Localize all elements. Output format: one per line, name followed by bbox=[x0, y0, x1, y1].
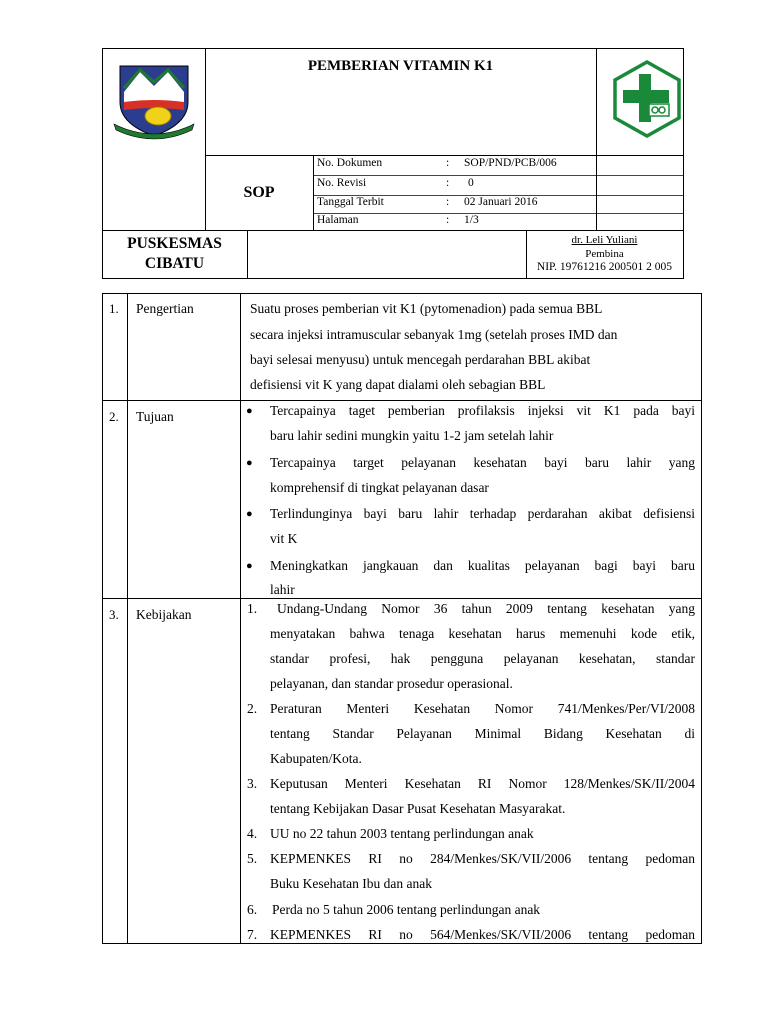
meta-issue-date-sep: : bbox=[446, 196, 450, 208]
meta-page-sep: : bbox=[446, 214, 450, 226]
policy-line: Keputusan Menteri Kesehatan RI Nomor 128/Menkes/SK/II/2004 bbox=[270, 776, 695, 791]
policy-line: Peraturan Menteri Kesehatan Nomor 741/Menkes/Per/VI/2008 bbox=[270, 701, 695, 716]
goal-item-line: komprehensif di tingkat pelayanan dasar bbox=[270, 480, 489, 495]
section-1-line: secara injeksi intramuscular sebanyak 1mg (setelah proses IMD dan bbox=[250, 327, 618, 342]
policy-number: 4. bbox=[247, 826, 258, 841]
document-title: PEMBERIAN VITAMIN K1 bbox=[307, 58, 494, 74]
goal-item-line: Tercapainya taget pemberian profilaksis injeksi vit K1 pada bayi bbox=[270, 403, 695, 418]
policy-number: 1. bbox=[247, 601, 258, 616]
policy-line: Perda no 5 tahun 2006 tentang perlindungan anak bbox=[272, 902, 541, 917]
bullet-icon: ● bbox=[246, 560, 253, 572]
section-2-title: Tujuan bbox=[136, 409, 174, 424]
section-1-line: bayi selesai menyusu) untuk mencegah perdarahan BBL akibat bbox=[250, 352, 591, 367]
meta-page-value: 1/3 bbox=[464, 214, 479, 226]
section-3-number: 3. bbox=[109, 607, 119, 622]
goal-item-line: baru lahir sedini mungkin yaitu 1-2 jam setelah lahir bbox=[270, 428, 554, 443]
org-name-line1: PUSKESMAS bbox=[127, 235, 222, 252]
bullet-icon: ● bbox=[246, 457, 253, 469]
puskesmas-cross-logo bbox=[611, 60, 683, 138]
policy-line: Buku Kesehatan Ibu dan anak bbox=[270, 876, 432, 891]
meta-issue-date-label: Tanggal Terbit bbox=[317, 196, 384, 208]
policy-line: standar profesi, hak pengguna pelayanan kesehatan, standar bbox=[270, 651, 695, 666]
section-1-title: Pengertian bbox=[136, 301, 194, 316]
bullet-icon: ● bbox=[246, 405, 253, 417]
meta-doc-number-sep: : bbox=[446, 157, 450, 169]
section-2-number: 2. bbox=[109, 409, 119, 424]
bullet-icon: ● bbox=[246, 508, 253, 520]
policy-number: 7. bbox=[247, 927, 258, 942]
meta-revision-sep: : bbox=[446, 177, 450, 189]
policy-line: KEPMENKES RI no 284/Menkes/SK/VII/2006 tentang pedoman bbox=[270, 851, 695, 866]
section-3-title: Kebijakan bbox=[136, 607, 192, 622]
section-1-number: 1. bbox=[109, 301, 119, 316]
policy-number: 6. bbox=[247, 902, 258, 917]
section-1-line: Suatu proses pemberian vit K1 (pytomenadion) pada semua BBL bbox=[250, 301, 603, 316]
org-name-line2: CIBATU bbox=[144, 255, 205, 272]
meta-issue-date-value: 02 Januari 2016 bbox=[464, 196, 538, 208]
regency-emblem-logo bbox=[110, 58, 198, 142]
policy-line: tentang Standar Pelayanan Minimal Bidang Kesehatan di bbox=[270, 726, 695, 741]
goal-item-line: lahir bbox=[270, 582, 295, 597]
policy-line: tentang Kebijakan Dasar Pusat Kesehatan Masyarakat. bbox=[270, 801, 566, 816]
policy-number: 3. bbox=[247, 776, 258, 791]
signer-role: Pembina bbox=[585, 248, 624, 260]
policy-line: KEPMENKES RI no 564/Menkes/SK/VII/2006 tentang pedoman bbox=[270, 927, 695, 942]
sop-label: SOP bbox=[243, 184, 275, 201]
policy-number: 2. bbox=[247, 701, 258, 716]
meta-revision-label: No. Revisi bbox=[317, 177, 367, 189]
signer-name: dr. Leli Yuliani bbox=[571, 234, 638, 246]
policy-line: Kabupaten/Kota. bbox=[270, 751, 362, 766]
policy-line: pelayanan, dan standar prosedur operasional. bbox=[270, 676, 513, 691]
meta-revision-value: 0 bbox=[468, 177, 474, 189]
policy-line: UU no 22 tahun 2003 tentang perlindungan anak bbox=[270, 826, 534, 841]
goal-item-line: Meningkatkan jangkauan dan kualitas pelayanan bagi bayi baru bbox=[270, 558, 695, 573]
policy-number: 5. bbox=[247, 851, 258, 866]
meta-doc-number-value: SOP/PND/PCB/006 bbox=[464, 157, 557, 169]
goal-item-line: Terlindunginya bayi baru lahir terhadap perdarahan akibat defisiensi bbox=[270, 506, 695, 521]
policy-line: menyatakan bahwa tenaga kesehatan harus memenuhi kode etik, bbox=[270, 626, 695, 641]
policy-line: Undang-Undang Nomor 36 tahun 2009 tentang kesehatan yang bbox=[277, 601, 695, 616]
signer-nip: NIP. 19761216 200501 2 005 bbox=[536, 261, 673, 273]
goal-item-line: vit K bbox=[270, 531, 298, 546]
section-1-line: defisiensi vit K yang dapat dialami oleh sebagian BBL bbox=[250, 377, 546, 392]
meta-doc-number-label: No. Dokumen bbox=[317, 157, 383, 169]
meta-page-label: Halaman bbox=[317, 214, 359, 226]
goal-item-line: Tercapainya target pelayanan kesehatan bayi baru lahir yang bbox=[270, 455, 695, 470]
